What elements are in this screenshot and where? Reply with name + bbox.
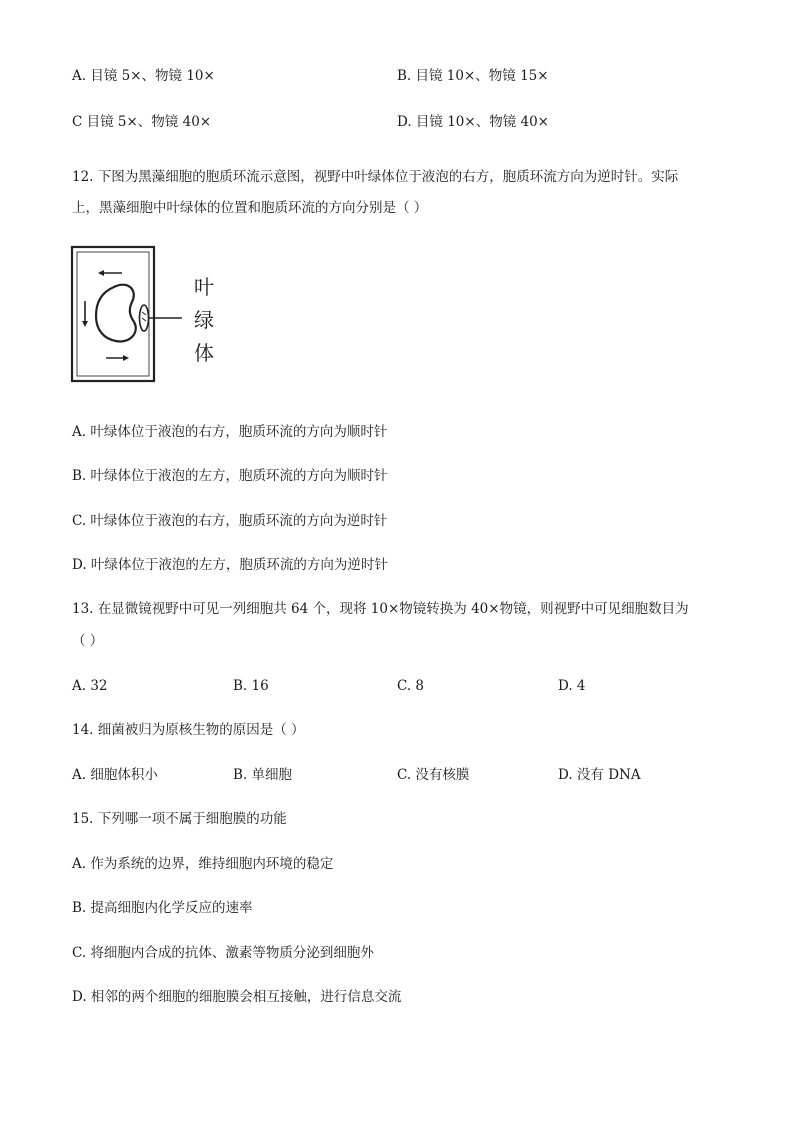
figure-label-char-3: 体 [194,341,214,365]
arrow-down-icon [82,301,88,327]
q11-option-a: A. 目镜 5×、物镜 10× [72,68,215,84]
q11-option-c: C 目镜 5×、物镜 40× [72,114,212,130]
arrow-left-icon [98,270,122,276]
q13-stem-line2: （ ） [72,633,104,649]
q13-option-b: B. 16 [233,678,269,694]
figure-label-char-1: 叶 [194,275,214,299]
q12-option-c: C. 叶绿体位于液泡的右方，胞质环流的方向为逆时针 [72,513,388,529]
q14-stem: 14. 细菌被归为原核生物的原因是（ ） [72,722,305,738]
q12-option-b: B. 叶绿体位于液泡的左方，胞质环流的方向为顺时针 [72,468,388,484]
q14-option-d: D. 没有 DNA [558,767,641,783]
q15-option-a: A. 作为系统的边界，维持细胞内环境的稳定 [72,856,334,872]
vacuole-shape [96,285,136,342]
q12-option-a: A. 叶绿体位于液泡的右方，胞质环流的方向为顺时针 [72,424,388,440]
q12-option-d: D. 叶绿体位于液泡的左方，胞质环流的方向为逆时针 [72,557,388,573]
q15-stem: 15. 下列哪一项不属于细胞膜的功能 [72,811,287,827]
q13-stem-line1: 13. 在显微镜视野中可见一列细胞共 64 个，现将 10×物镜转换为 40×物镜，则视野中可见细胞数目为 [72,601,689,617]
q15-option-d: D. 相邻的两个细胞的细胞膜会相互接触，进行信息交流 [72,989,402,1005]
q13-option-a: A. 32 [72,678,108,694]
q14-option-c: C. 没有核膜 [397,767,470,783]
q15-option-b: B. 提高细胞内化学反应的速率 [72,900,253,916]
arrow-right-icon [106,355,129,361]
figure-label-char-2: 绿 [194,308,214,332]
q13-option-d: D. 4 [558,678,586,694]
q11-option-b: B. 目镜 10×、物镜 15× [397,68,549,84]
q13-option-c: C. 8 [397,678,425,694]
q12-stem-line2: 上，黑藻细胞中叶绿体的位置和胞质环流的方向分别是（ ） [72,200,428,216]
chloroplast-shape [140,305,149,331]
q14-option-b: B. 单细胞 [233,767,293,783]
q11-option-d: D. 目镜 10×、物镜 40× [397,114,549,130]
q14-option-a: A. 细胞体积小 [72,767,158,783]
q15-option-c: C. 将细胞内合成的抗体、激素等物质分泌到细胞外 [72,945,374,961]
q12-stem-line1: 12. 下图为黑藻细胞的胞质环流示意图，视野中叶绿体位于液泡的右方，胞质环流方向为逆时针。实际 [72,169,679,185]
